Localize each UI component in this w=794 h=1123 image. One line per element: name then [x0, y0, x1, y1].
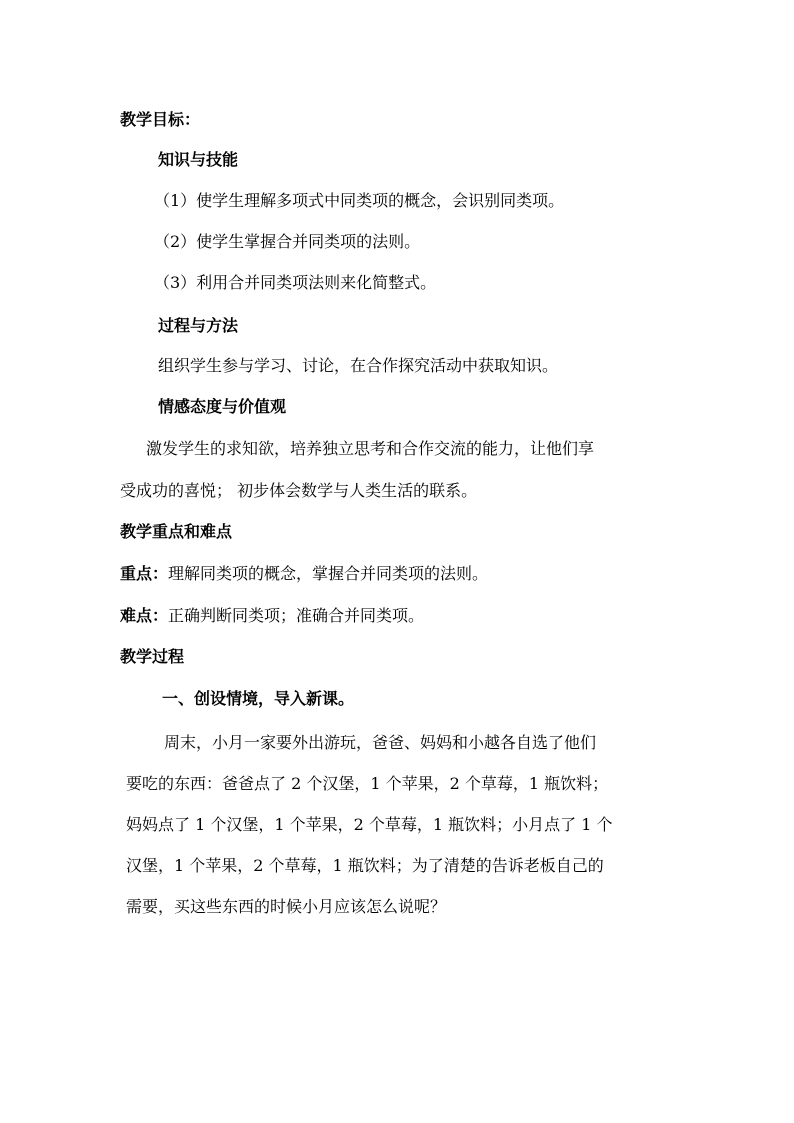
story-line2: 要吃的东西：爸爸点了 2 个汉堡，1 个苹果，2 个草莓，1 瓶饮料；: [126, 774, 609, 793]
knowledge-heading: 知识与技能: [158, 150, 239, 169]
process-text: 组织学生参与学习、讨论，在合作探究活动中获取知识。: [158, 356, 559, 375]
emotion-heading: 情感态度与价值观: [158, 397, 287, 416]
step1-heading: 一、创设情境，导入新课。: [162, 689, 355, 708]
difficult-point-row: [120, 606, 424, 626]
goal-2: （2）使学生掌握合并同类项的法则。: [154, 232, 421, 251]
teaching-goals-heading: 教学目标：: [120, 110, 201, 129]
key-point-row: [120, 564, 488, 584]
story-line3: 妈妈点了 1 个汉堡，1 个苹果，2 个草莓，1 瓶饮料；小月点了 1 个: [126, 815, 613, 834]
difficult-label: 难点：: [120, 606, 169, 625]
story-line5: 需要，买这些东西的时候小月应该怎么说呢？: [126, 897, 447, 916]
goal-3: （3）利用合并同类项法则来化简整式。: [154, 273, 437, 292]
emotion-text-line2: 受成功的喜悦； 初步体会数学与人类生活的联系。: [120, 481, 478, 500]
key-label: 重点：: [120, 564, 169, 583]
key-text: 理解同类项的概念，掌握合并同类项的法则。: [168, 564, 489, 583]
goal-1: （1）使学生理解多项式中同类项的概念，会识别同类项。: [154, 191, 565, 210]
story-line4: 汉堡，1 个苹果，2 个草莓，1 瓶饮料；为了清楚的告诉老板自己的: [126, 856, 604, 875]
difficult-text: 正确判断同类项；准确合并同类项。: [168, 606, 425, 625]
process-heading: 过程与方法: [158, 316, 239, 335]
key-points-heading: 教学重点和难点: [120, 522, 233, 541]
emotion-text-line1: 激发学生的求知欲，培养独立思考和合作交流的能力，让他们享: [146, 439, 595, 458]
process-section-heading: 教学过程: [120, 647, 185, 666]
story-line1: 周末，小月一家要外出游玩，爸爸、妈妈和小越各自选了他们: [164, 733, 597, 752]
